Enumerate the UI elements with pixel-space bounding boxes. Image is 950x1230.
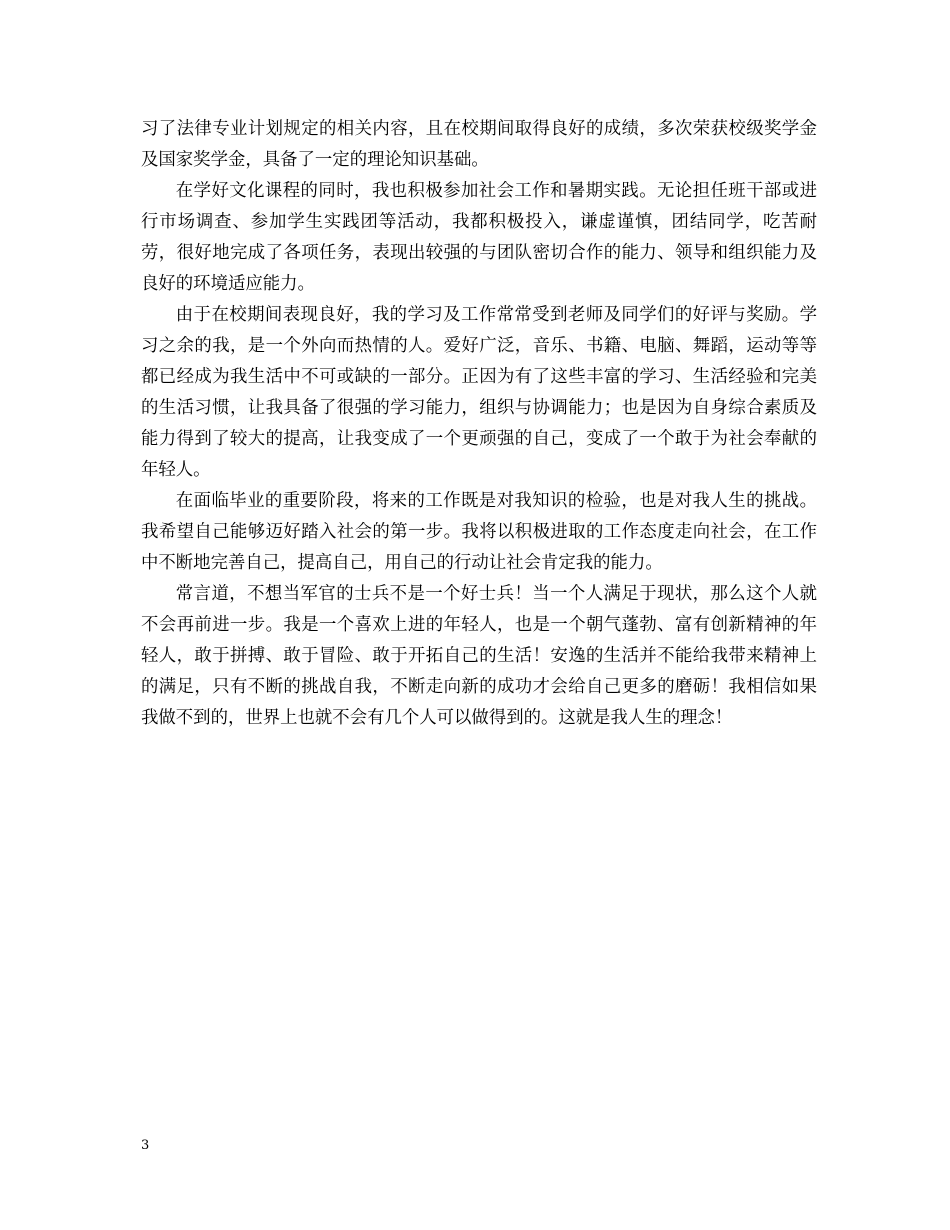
- paragraph-life-philosophy: 常言道，不想当军官的士兵不是一个好士兵！当一个人满足于现状，那么这个人就不会再前进一步。我是一个喜欢上进的年轻人，也是一个朝气蓬勃、富有创新精神的年轻人，敢于拼搏、敢于冒险、敢于开拓自己的生活！安逸的生活并不能给我带来精神上的满足，只有不断的挑战自我，不断走向新的成功才会给自己更多的磨砺！我相信如果我做不到的，世界上也就不会有几个人可以做得到的。这就是我人生的理念！: [141, 584, 817, 728]
- paragraph-graduation: 在面临毕业的重要阶段，将来的工作既是对我知识的检验，也是对我人生的挑战。我希望自己能够迈好踏入社会的第一步。我将以积极进取的工作态度走向社会，在工作中不断地完善自己，提高自己，用自己的行动让社会肯定我的能力。: [141, 491, 817, 573]
- page-number: 3: [141, 1138, 150, 1153]
- paragraph-social-practice: 在学好文化课程的同时，我也积极参加社会工作和暑期实践。无论担任班干部或进行市场调查、参加学生实践团等活动，我都积极投入，谦虚谨慎，团结同学，吃苦耐劳，很好地完成了各项任务，表现出较强的与团队密切合作的能力、领导和组织能力及良好的环境适应能力。: [141, 181, 817, 294]
- paragraph-continuation: 习了法律专业计划规定的相关内容，且在校期间取得良好的成绩，多次荣获校级奖学金及国家奖学金，具备了一定的理论知识基础。: [141, 119, 817, 170]
- paragraph-personal-qualities: 由于在校期间表现良好，我的学习及工作常常受到老师及同学们的好评与奖励。学习之余的我，是一个外向而热情的人。爱好广泛，音乐、书籍、电脑、舞蹈，运动等等都已经成为我生活中不可或缺的一部分。正因为有了这些丰富的学习、生活经验和完美的生活习惯，让我具备了很强的学习能力，组织与协调能力；也是因为自身综合素质及能力得到了较大的提高，让我变成了一个更顽强的自己，变成了一个敢于为社会奉献的年轻人。: [141, 305, 817, 480]
- document-body: [141, 114, 817, 734]
